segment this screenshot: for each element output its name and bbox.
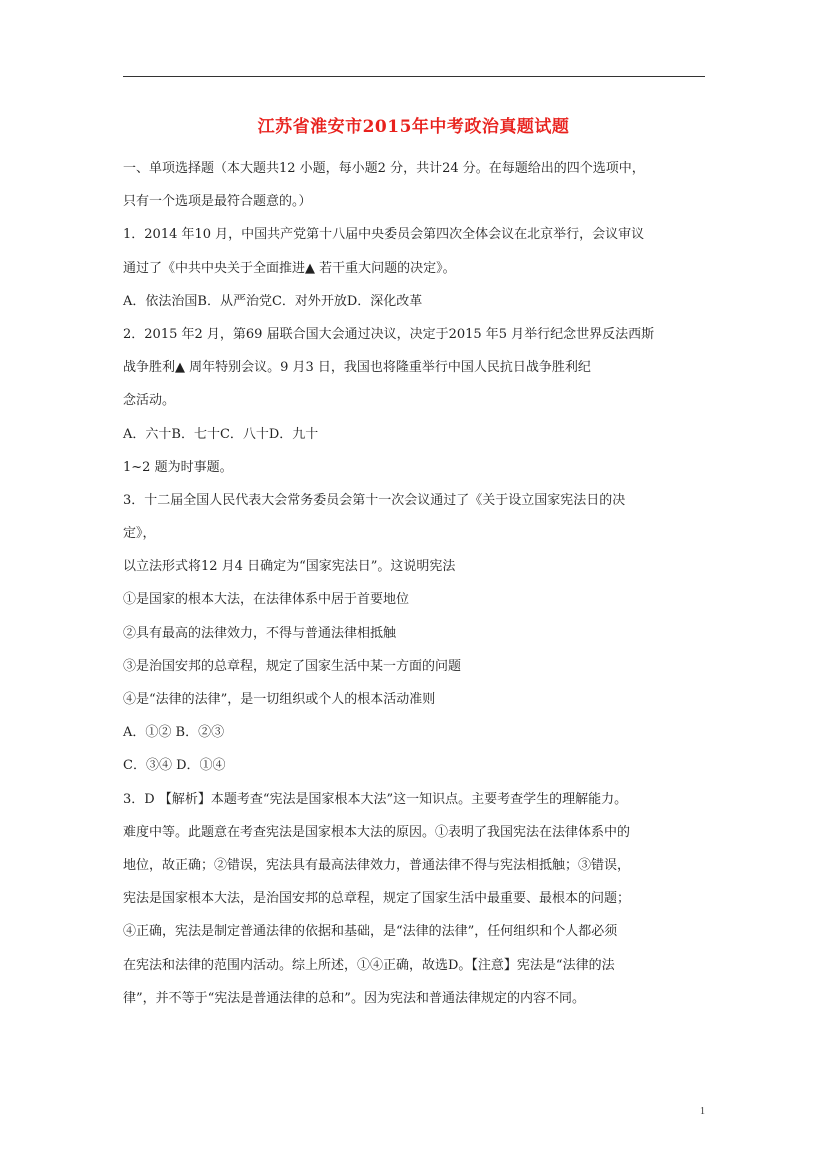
text-line: A．①② B．②③: [123, 725, 225, 741]
document-title: 江苏省淮安市2015年中考政治真题试题: [257, 117, 570, 137]
text-line: ④正确，宪法是制定普通法律的依据和基础，是“法律的法律”，任何组织和个人都必须: [123, 924, 618, 940]
text-line: 定》，: [123, 526, 156, 542]
text-line: ③是治国安邦的总章程，规定了国家生活中某一方面的问题: [123, 658, 462, 674]
header-rule: [123, 76, 705, 77]
text-line: ①是国家的根本大法，在法律体系中居于首要地位: [123, 592, 410, 608]
text-line: 宪法是国家根本大法，是治国安邦的总章程，规定了国家生活中最重要、最根本的问题；: [123, 891, 631, 907]
text-line: 念活动。: [123, 393, 176, 409]
text-line: A．依法治国B．从严治党C．对外开放D．深化改革: [123, 293, 423, 309]
text-line: A．六十B．七十C．八十D．九十: [123, 426, 319, 442]
text-line: 1~2 题为时事题。: [123, 459, 233, 475]
text-line: 2．2015 年2 月，第69 届联合国大会通过决议，决定于2015 年5 月举行纪念世界反法西斯: [123, 326, 655, 342]
text-line: C．③④ D．①④: [123, 758, 226, 774]
text-line: 以立法形式将12 月4 日确定为“国家宪法日”。这说明宪法: [123, 559, 456, 575]
text-line: ②具有最高的法律效力，不得与普通法律相抵触: [123, 625, 397, 641]
text-line: 只有一个选项是最符合题意的。）: [123, 194, 312, 210]
document-body: [123, 152, 708, 1015]
text-line: 一、单项选择题（本大题共12 小题，每小题2 分，共计24 分。在每题给出的四个选项中，: [123, 161, 645, 176]
text-line: 1．2014 年10 月，中国共产党第十八届中央委员会第四次全体会议在北京举行，会议审议: [123, 227, 645, 243]
text-line: 难度中等。此题意在考查宪法是国家根本大法的原因。①表明了我国宪法在法律体系中的: [123, 824, 631, 840]
text-line: ④是“法律的法律”，是一切组织或个人的根本活动准则: [123, 692, 436, 707]
text-line: 地位，故正确；②错误，宪法具有最高法律效力，普通法律不得与宪法相抵触；③错误，: [123, 857, 631, 873]
text-line: 律”，并不等于“宪法是普通法律的总和”。因为宪法和普通法律规定的内容不同。: [123, 990, 585, 1006]
text-line: 战争胜利▲ 周年特别会议。9 月3 日，我国也将隆重举行中国人民抗日战争胜利纪: [123, 360, 591, 376]
text-line: 3．十二届全国人民代表大会常务委员会第十一次会议通过了《关于设立国家宪法日的决: [123, 492, 626, 508]
page-number: 1: [700, 1106, 705, 1117]
text-line: 在宪法和法律的范围内活动。综上所述，①④正确，故选D。【注意】宪法是“法律的法: [123, 957, 615, 973]
text-line: 3．D 【解析】本题考查“宪法是国家根本大法”这一知识点。主要考查学生的理解能力。: [123, 791, 628, 807]
text-line: 通过了《中共中央关于全面推进▲ 若干重大问题的决定》。: [123, 260, 456, 276]
